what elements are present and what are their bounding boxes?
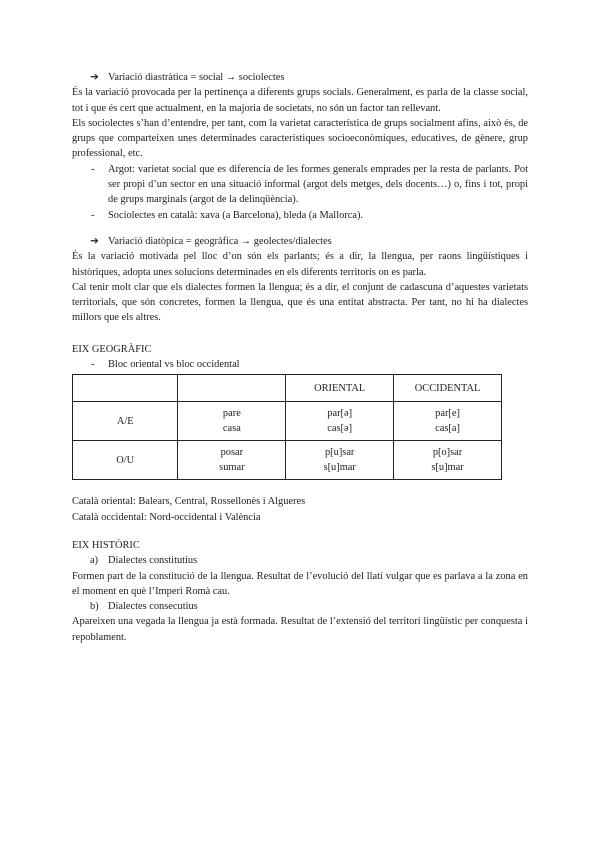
geo-section-title: EIX GEOGRÀFIC [72, 343, 152, 355]
table-header-cell [73, 375, 178, 402]
list-item: - Bloc oriental vs bloc occidental [91, 359, 240, 371]
geo-bullet-list [72, 357, 528, 372]
table-header-cell [178, 375, 286, 402]
diastratic-bullet-list [72, 162, 528, 223]
arrow-icon: ➔ [90, 235, 99, 247]
hist-item-b-label: b) Dialectes consecutius [90, 601, 198, 613]
arrow-icon: ➔ [90, 72, 99, 83]
document-page [72, 70, 528, 645]
table-cell: p[u]sar s[u]mar [286, 441, 394, 480]
hist-item-b-text: Apareixen una vegada la llengua ja està formada. Resultat de l’extensió del territori lingüístic per conquesta i repoblament. [72, 616, 528, 643]
table-header-cell: OCCIDENTAL [394, 375, 502, 402]
vowel-table [72, 374, 502, 480]
diastratic-heading-text: Variació diastràtica = social → sociolectes [108, 72, 285, 83]
table-cell: pare casa [178, 402, 286, 441]
table-cell: O/U [73, 441, 178, 480]
diatopic-heading [72, 234, 528, 249]
diatopic-paragraph-1: És la variació motivada pel lloc d’on són els parlants; és a dir, la llengua, per raons lingüístiques i històriques, adopta unes solucions determinades en els diferents territoris on es parla. [72, 251, 528, 278]
diastratic-paragraph-1: És la variació provocada per la pertinença a diferents grups socials. Generalment, es parla de la classe social, tot i que és cert que actualment, en la majoria de societats, no són un factor tan rellevant. [72, 87, 528, 114]
table-cell: p[o]sar s[u]mar [394, 441, 502, 480]
list-item: - Sociolectes en català: xava (a Barcelona), bleda (a Mallorca). [91, 209, 364, 221]
oriental-dialects: Català oriental: Balears, Central, Rossellonès i Algueres [72, 496, 306, 508]
hist-item-a-label: a) Dialectes constitutius [90, 555, 198, 567]
table-row [73, 402, 502, 441]
table-cell: par[ə] cas[ə] [286, 402, 394, 441]
hist-item-a-text: Formen part de la constitució de la llengua. Resultat de l’evolució del llatí vulgar que es parlava a la zona en el moment en què l’Imperi Romà cau. [72, 570, 528, 597]
occidental-dialects: Català occidental: Nord-occidental i València [72, 511, 261, 523]
table-header-cell: ORIENTAL [286, 375, 394, 402]
table-cell: posar sumar [178, 441, 286, 480]
table-cell: A/E [73, 402, 178, 441]
list-item: - Argot: varietat social que es diferencia de les formes generals emprades per la resta de parlants. Pot ser propi d’un sector en una situació informal (argot dels metges, dels docents…) o, fins i tot, propi de grups marginals (argot de la delinqüència). [91, 163, 528, 206]
table-cell: par[e] cas[a] [394, 402, 502, 441]
diatopic-heading-text: Variació diatòpica = geogràfica → geolectes/dialectes [108, 235, 332, 247]
diatopic-paragraph-2: Cal tenir molt clar que els dialectes formen la llengua; és a dir, el conjunt de cadascuna d’aquestes varietats territorials, que són concretes, formen la llengua, que és una entitat abstracta. Per tant, no hi ha dialectes millors que els altres. [72, 281, 528, 324]
hist-section-title: EIX HISTÒRIC [72, 539, 140, 551]
table-row [73, 441, 502, 480]
diastratic-paragraph-2: Els sociolectes s’han d’entendre, per tant, com la varietat característica de grups socialment afins, això és, de grups que comparteixen unes determinades característiques socioeconòmiques, educatives, de gènere, grup professional, etc. [72, 117, 528, 160]
diastratic-heading [72, 70, 528, 85]
table-header-row [73, 375, 502, 402]
